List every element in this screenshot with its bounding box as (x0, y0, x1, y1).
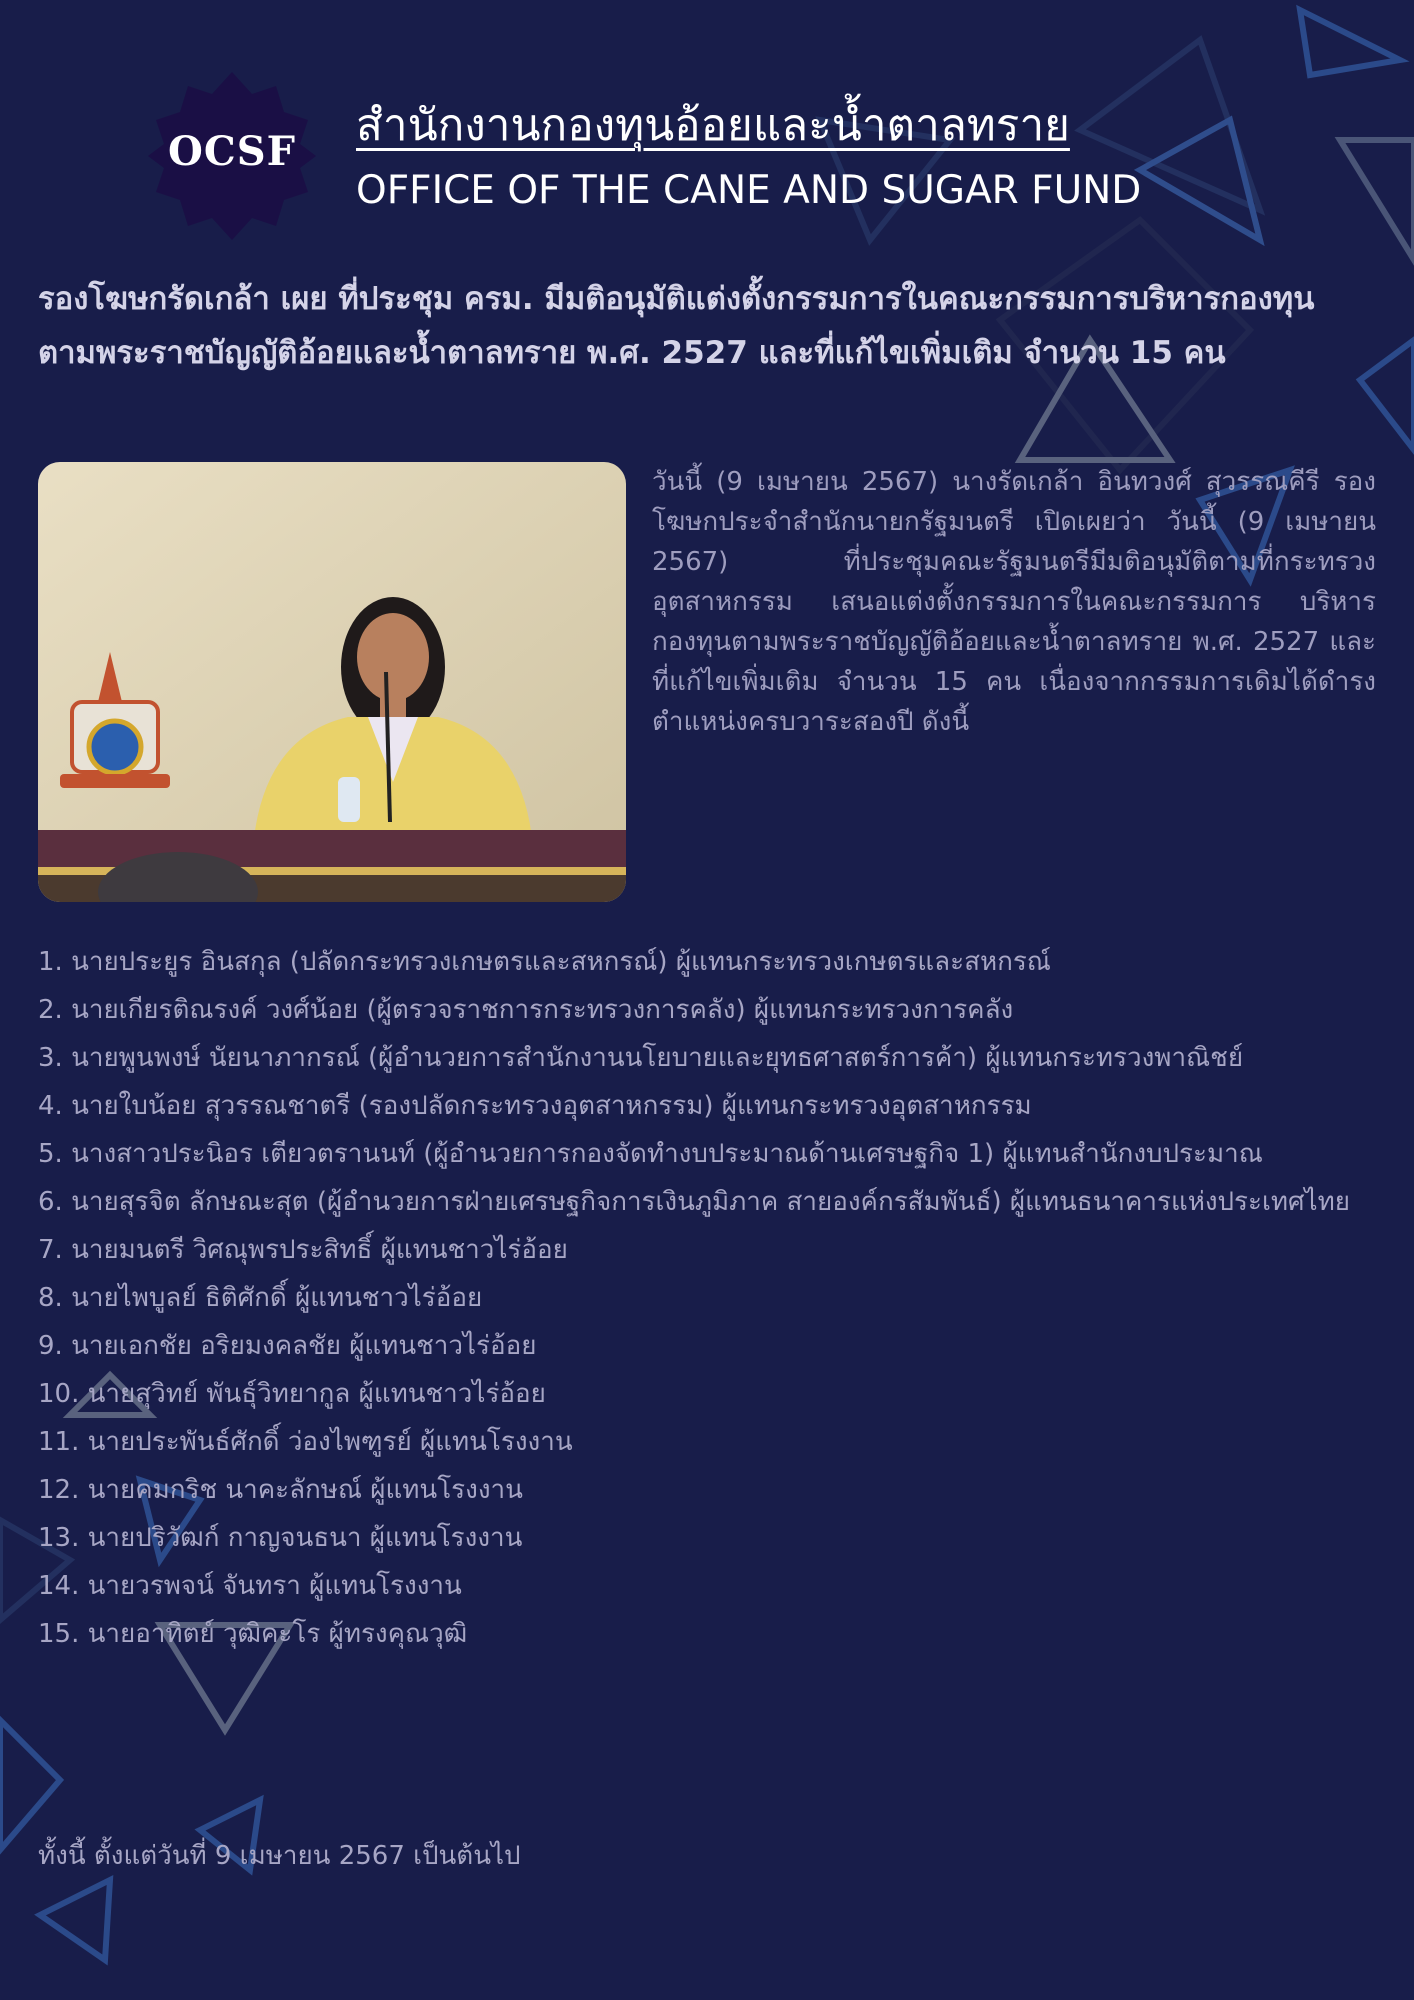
list-item: 2. นายเกียรติณรงค์ วงศ์น้อย (ผู้ตรวจราชการกระทรวงการคลัง) ผู้แทนกระทรวงการคลัง (38, 995, 1014, 1025)
org-name-thai: สำนักงานกองทุนอ้อยและน้ำตาลทราย (356, 100, 1070, 151)
list-item: 10. นายสุวิทย์ พันธุ์วิทยากูล ผู้แทนชาวไร่อ้อย (38, 1379, 546, 1409)
list-item: 8. นายไพบูลย์ ธิติศักดิ์ ผู้แทนชาวไร่อ้อย (38, 1283, 483, 1313)
press-conference-photo (38, 462, 626, 902)
headline: รองโฆษกรัดเกล้า เผย ที่ประชุม ครม. มีมติอนุมัติแต่งตั้งกรรมการในคณะกรรมการบริหารกองทุนตามพระราชบัญญัติอ้อยและน้ำตาลทราย พ.ศ. 2527 และที่แก้ไขเพิ่มเติม จำนวน 15 คน (38, 281, 1315, 371)
ocsf-logo (148, 72, 316, 240)
list-item: 11. นายประพันธ์ศักดิ์ ว่องไพฑูรย์ ผู้แทนโรงงาน (38, 1427, 573, 1457)
list-item: 4. นายใบน้อย สุวรรณชาตรี (รองปลัดกระทรวงอุตสาหกรรม) ผู้แทนกระทรวงอุตสาหกรรม (38, 1091, 1032, 1121)
list-item: 14. นายวรพจน์ จันทรา ผู้แทนโรงงาน (38, 1571, 462, 1601)
list-item: 6. นายสุรจิต ลักษณะสุต (ผู้อำนวยการฝ่ายเศรษฐกิจการเงินภูมิภาค สายองค์กรสัมพันธ์) ผู้แทนธนาคารแห่งประเทศไทย (38, 1187, 1350, 1217)
list-item: 3. นายพูนพงษ์ นัยนาภากรณ์ (ผู้อำนวยการสำนักงานนโยบายและยุทธศาสตร์การค้า) ผู้แทนกระทรวงพาณิชย์ (38, 1043, 1244, 1073)
org-name-english: OFFICE OF THE CANE AND SUGAR FUND (356, 168, 1142, 213)
list-item: 13. นายปริวัฒก์ กาญจนธนา ผู้แทนโรงงาน (38, 1523, 523, 1553)
list-item: 7. นายมนตรี วิศณุพรประสิทธิ์ ผู้แทนชาวไร่อ้อย (38, 1235, 568, 1265)
lead-paragraph: วันนี้ (9 เมษายน 2567) นางรัดเกล้า อินทวงศ์ สุวรรณคีรี รองโฆษกประจำสำนักนายกรัฐมนตรี เปิดเผยว่า วันนี้ (9 เมษายน 2567) ที่ประชุมคณะรัฐมนตรีมีมติอนุมัติตามที่กระทรวงอุตสาหกรรม เสนอแต่งตั้งกรรมการในคณะกรรมการ บริหารกองทุนตามพระราชบัญญัติอ้อยและน้ำตาลทราย พ.ศ. 2527 และที่แก้ไขเพิ่มเติม จำนวน 15 คน เนื่องจากกรรมการเดิมได้ดำรงตำแหน่งครบวาระสองปี ดังนี้ (652, 467, 1376, 737)
header (148, 72, 1268, 242)
committee-member-list (38, 938, 1378, 1658)
list-item: 1. นายประยูร อินสกุล (ปลัดกระทรวงเกษตรและสหกรณ์) ผู้แทนกระทรวงเกษตรและสหกรณ์ (38, 947, 1051, 977)
list-item: 12. นายคมกริช นาคะลักษณ์ ผู้แทนโรงงาน (38, 1475, 523, 1505)
list-item: 9. นายเอกชัย อริยมงคลชัย ผู้แทนชาวไร่อ้อย (38, 1331, 537, 1361)
closing-statement: ทั้งนี้ ตั้งแต่วันที่ 9 เมษายน 2567 เป็นต้นไป (38, 1841, 521, 1871)
list-item: 5. นางสาวประนิอร เตียวตรานนท์ (ผู้อำนวยการกองจัดทำงบประมาณด้านเศรษฐกิจ 1) ผู้แทนสำนักงบประมาณ (38, 1139, 1263, 1169)
logo-text: OCSF (168, 128, 296, 175)
list-item: 15. นายอาทิตย์ วุฒิคะโร ผู้ทรงคุณวุฒิ (38, 1619, 468, 1649)
